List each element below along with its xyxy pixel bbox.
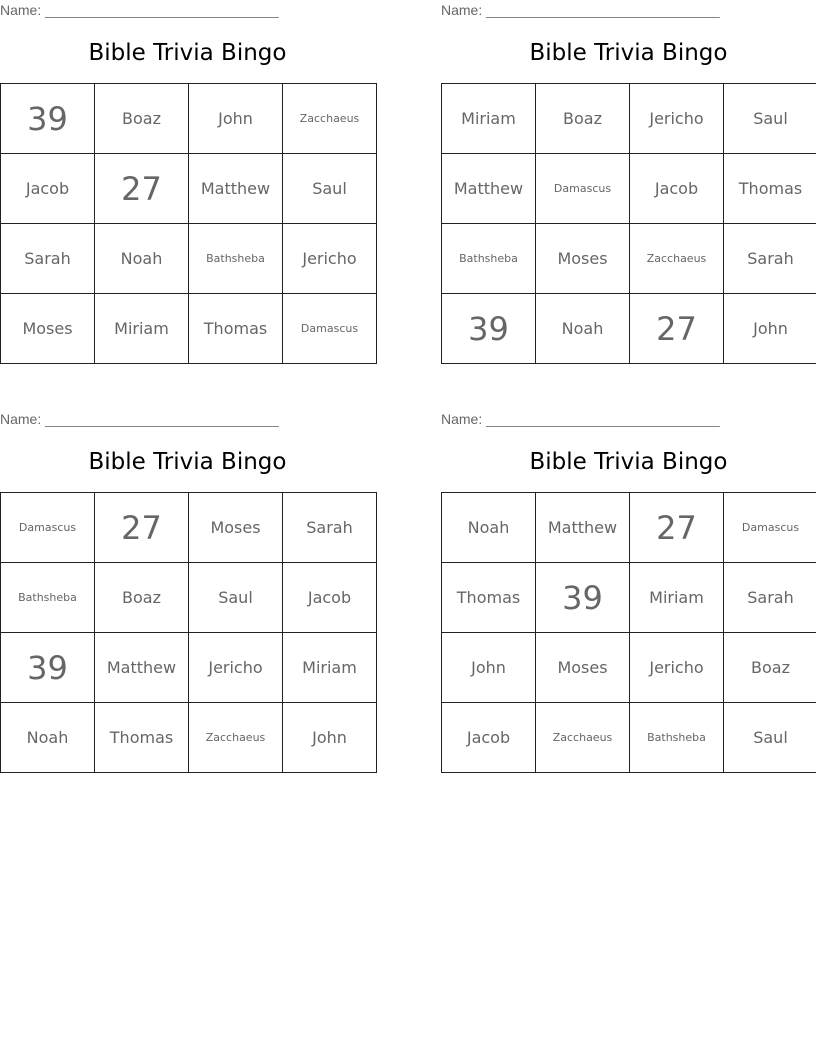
grid-cell: Bathsheba	[442, 224, 536, 294]
name-blank-line: ______________________________	[45, 411, 279, 427]
grid-cell: Miriam	[442, 84, 536, 154]
grid-cell: Noah	[95, 224, 189, 294]
name-field	[441, 411, 720, 427]
grid-cell: Bathsheba	[189, 224, 283, 294]
grid-cell: Matthew	[536, 493, 630, 563]
name-blank-line: ______________________________	[486, 2, 720, 18]
grid-cell: Noah	[1, 703, 95, 773]
grid-cell: Jacob	[1, 154, 95, 224]
grid-cell: John	[189, 84, 283, 154]
grid-cell: 27	[630, 294, 724, 364]
name-blank-line: ______________________________	[486, 411, 720, 427]
grid-cell: Damascus	[283, 294, 377, 364]
name-field	[441, 2, 720, 18]
grid-cell: Miriam	[283, 633, 377, 703]
grid-cell: Zacchaeus	[536, 703, 630, 773]
grid-cell: Moses	[536, 224, 630, 294]
grid-cell: Sarah	[283, 493, 377, 563]
grid-cell: Sarah	[724, 224, 816, 294]
grid-row	[442, 493, 816, 563]
name-field	[0, 2, 279, 18]
grid-cell: Miriam	[95, 294, 189, 364]
grid-cell: Moses	[1, 294, 95, 364]
bingo-card-2	[441, 0, 816, 370]
grid-cell: Sarah	[1, 224, 95, 294]
grid-cell: Damascus	[1, 493, 95, 563]
grid-cell: 39	[536, 563, 630, 633]
grid-cell: Saul	[283, 154, 377, 224]
bingo-card-1	[0, 0, 375, 370]
bingo-grid	[441, 83, 816, 364]
name-label: Name:	[441, 2, 483, 18]
grid-row	[1, 84, 377, 154]
grid-cell: Damascus	[536, 154, 630, 224]
name-field	[0, 411, 279, 427]
grid-cell: Boaz	[724, 633, 816, 703]
grid-cell: Boaz	[95, 84, 189, 154]
grid-cell: Saul	[724, 84, 816, 154]
grid-cell: 39	[1, 84, 95, 154]
grid-cell: Jericho	[630, 633, 724, 703]
grid-cell: Zacchaeus	[189, 703, 283, 773]
grid-cell: Thomas	[95, 703, 189, 773]
grid-cell: Saul	[724, 703, 816, 773]
grid-cell: Matthew	[95, 633, 189, 703]
grid-row	[442, 224, 816, 294]
grid-cell: Moses	[536, 633, 630, 703]
grid-cell: 39	[1, 633, 95, 703]
name-label: Name:	[441, 411, 483, 427]
bingo-grid	[0, 83, 377, 364]
grid-row	[442, 633, 816, 703]
grid-row	[1, 294, 377, 364]
grid-cell: Saul	[189, 563, 283, 633]
bingo-card-3	[0, 409, 375, 779]
card-title: Bible Trivia Bingo	[529, 40, 728, 66]
grid-cell: Miriam	[630, 563, 724, 633]
grid-cell: Jacob	[283, 563, 377, 633]
grid-row	[442, 294, 816, 364]
grid-cell: 27	[95, 154, 189, 224]
bingo-card-4	[441, 409, 816, 779]
grid-cell: Damascus	[724, 493, 816, 563]
grid-row	[1, 703, 377, 773]
grid-cell: Thomas	[724, 154, 816, 224]
grid-cell: 27	[630, 493, 724, 563]
grid-row	[1, 493, 377, 563]
name-label: Name:	[0, 2, 42, 18]
grid-cell: Matthew	[189, 154, 283, 224]
grid-cell: Matthew	[442, 154, 536, 224]
grid-cell: Bathsheba	[1, 563, 95, 633]
grid-cell: Sarah	[724, 563, 816, 633]
grid-cell: Moses	[189, 493, 283, 563]
grid-row	[442, 154, 816, 224]
grid-cell: John	[724, 294, 816, 364]
grid-cell: Jacob	[442, 703, 536, 773]
grid-row	[1, 563, 377, 633]
grid-cell: John	[442, 633, 536, 703]
grid-cell: Jacob	[630, 154, 724, 224]
grid-cell: Boaz	[536, 84, 630, 154]
bingo-grid	[441, 492, 816, 773]
name-blank-line: ______________________________	[45, 2, 279, 18]
grid-cell: John	[283, 703, 377, 773]
bingo-grid	[0, 492, 377, 773]
grid-cell: Noah	[536, 294, 630, 364]
grid-cell: Bathsheba	[630, 703, 724, 773]
grid-row	[1, 224, 377, 294]
grid-row	[1, 154, 377, 224]
grid-cell: 27	[95, 493, 189, 563]
grid-cell: Jericho	[189, 633, 283, 703]
grid-row	[442, 84, 816, 154]
grid-cell: 39	[442, 294, 536, 364]
grid-row	[1, 633, 377, 703]
grid-cell: Zacchaeus	[630, 224, 724, 294]
grid-cell: Jericho	[283, 224, 377, 294]
card-title: Bible Trivia Bingo	[88, 449, 287, 475]
grid-cell: Thomas	[189, 294, 283, 364]
grid-cell: Jericho	[630, 84, 724, 154]
name-label: Name:	[0, 411, 42, 427]
grid-cell: Noah	[442, 493, 536, 563]
grid-cell: Thomas	[442, 563, 536, 633]
card-title: Bible Trivia Bingo	[529, 449, 728, 475]
card-title: Bible Trivia Bingo	[88, 40, 287, 66]
grid-cell: Boaz	[95, 563, 189, 633]
grid-row	[442, 563, 816, 633]
grid-cell: Zacchaeus	[283, 84, 377, 154]
grid-row	[442, 703, 816, 773]
